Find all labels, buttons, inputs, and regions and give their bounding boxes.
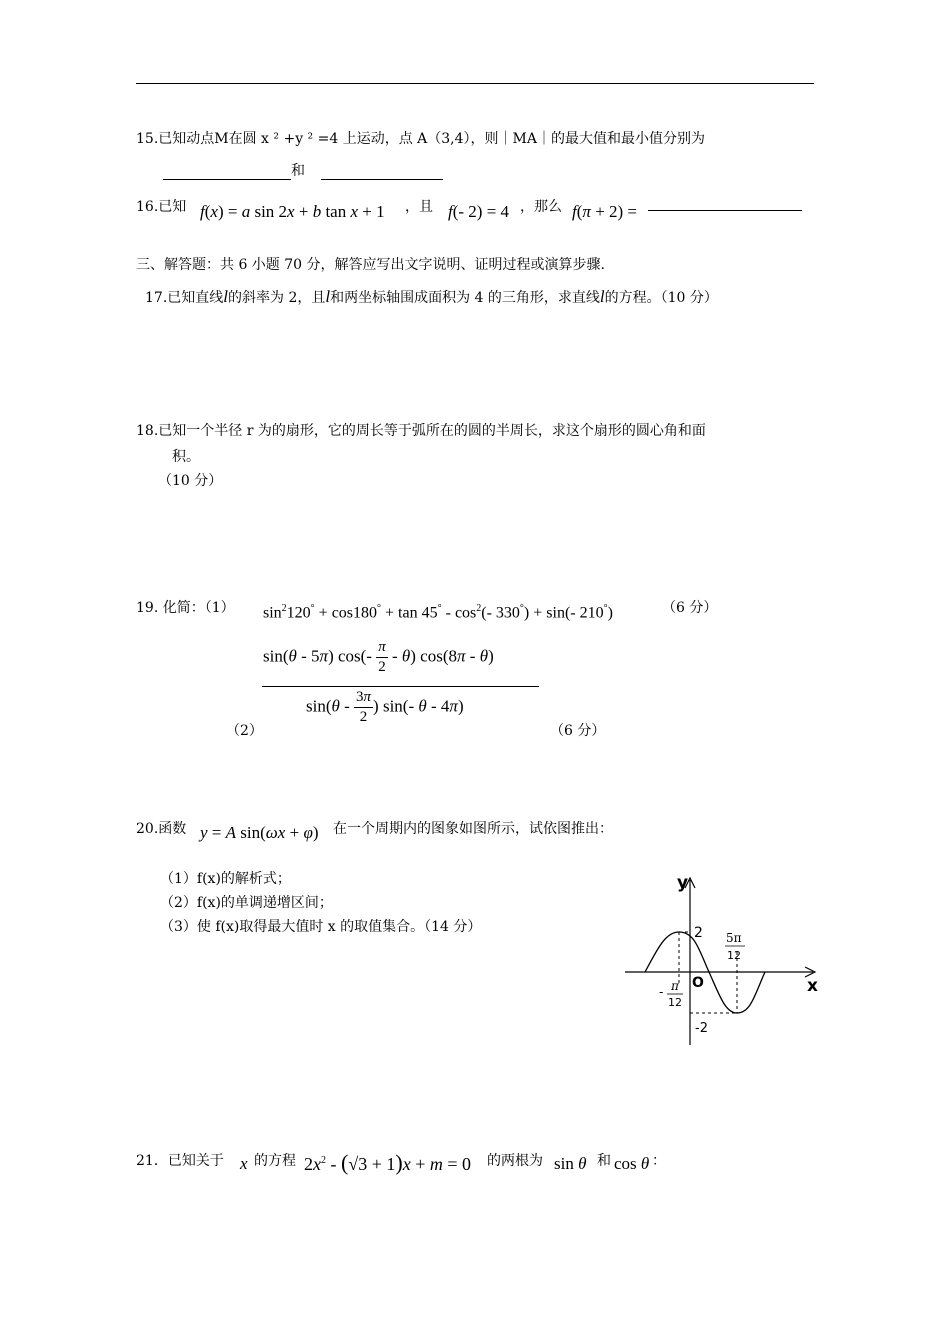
min-value-label: -2 (695, 1021, 708, 1036)
question-21-end: ： (652, 1153, 666, 1169)
fraction-bar (262, 686, 539, 687)
answer-blank-3[interactable] (648, 210, 802, 211)
left-tick-denominator: 12 (668, 996, 682, 1009)
line-var: l (325, 287, 331, 306)
answer-blank-1[interactable] (163, 163, 291, 180)
question-19-score2: （6 分） (550, 723, 606, 739)
root-sin: sin θ (554, 1154, 587, 1173)
question-16-condition: f(- 2) = 4 (448, 202, 510, 221)
root-cos: cos θ (614, 1154, 650, 1173)
question-16-prefix: 16.已知 (136, 199, 187, 215)
question-20-item-2: （2）f(x)的单调递增区间； (160, 895, 333, 911)
question-21-and: 和 (597, 1153, 611, 1169)
question-19-expr1: $\sin^2120^\circ + \cos 180^\circ + \tan 45^\circ - \cos^2(-$ 330°) + sin(- 210°) (263, 603, 613, 622)
var-x: x (240, 1154, 248, 1173)
question-16-and: ，且 (405, 199, 433, 215)
origin-label: O (692, 975, 704, 991)
max-value-label: 2 (694, 925, 703, 941)
header-rule (136, 83, 814, 84)
left-tick-numerator: π (671, 979, 679, 993)
and-word: 和 (291, 163, 305, 179)
question-18-score: （10 分） (158, 473, 223, 489)
line-var: l (599, 287, 605, 306)
question-21-mid: 的方程 (254, 1153, 296, 1169)
question-21-prefix: 21．已知关于 (136, 1153, 224, 1169)
question-16-function: f(x) = a sin 2x + b tan x + 1 (200, 202, 385, 221)
y-axis-label: y (677, 873, 689, 893)
answer-blank-2[interactable] (321, 163, 443, 180)
right-tick-numerator: 5π (726, 931, 742, 945)
question-20-prefix: 20.函数 (136, 821, 187, 837)
sine-graph (615, 870, 825, 1050)
question-18-line1: 18.已知一个半径 r 为的扇形，它的周长等于弧所在的圆的半周长，求这个扇形的圆心角和面 (136, 423, 706, 439)
question-20-item-1: （1）f(x)的解析式； (160, 871, 291, 887)
question-16-then: ，那么 (520, 199, 562, 215)
question-17: 17.已知直线l的斜率为 2，且l和两坐标轴围成面积为 4 的三角形，求直线l的方程。（10 分） (145, 287, 718, 306)
question-19-expr2-denominator: sin(θ - $\frac{3\pi}{2}$ ) sin(- θ - 4π) (306, 689, 464, 725)
question-16-target: f(π + 2) = (572, 202, 638, 221)
question-21-equation: $2x^2 - (√3 + 1)x + m = 0$ (304, 1150, 471, 1175)
question-15: 15.已知动点M在圆 x ² +y ² =4 上运动，点 A（3,4），则｜MA｜的最大值和最小值分别为 (136, 131, 705, 147)
question-19-label: 19. 化简：（1） (136, 600, 235, 616)
section-3-heading: 三、解答题：共 6 小题 70 分，解答应写出文字说明、证明过程或演算步骤. (136, 257, 605, 273)
left-tick-sign: - (659, 985, 664, 999)
question-20-item-3: （3）使 f(x)取得最大值时 x 的取值集合。（14 分） (160, 919, 482, 935)
question-19-label2: （2） (226, 723, 263, 739)
question-19-score1: （6 分） (662, 600, 718, 616)
right-tick-denominator: 12 (727, 949, 741, 962)
x-axis-label: x (807, 976, 818, 996)
question-18-line2: 积。 (172, 449, 200, 465)
question-19-expr2-numerator: sin(θ - 5π) cos(- $\frac{\pi}{2}$ - θ) cos(8π - θ) (263, 639, 494, 675)
line-var: l (223, 287, 228, 306)
question-21-mid2: 的两根为 (487, 1153, 543, 1169)
question-20-function: y = A sin(ωx + φ) (200, 823, 319, 842)
question-20-suffix: 在一个周期内的图象如图所示，试依图推出： (333, 821, 613, 837)
question-15-answer-line (163, 160, 443, 180)
